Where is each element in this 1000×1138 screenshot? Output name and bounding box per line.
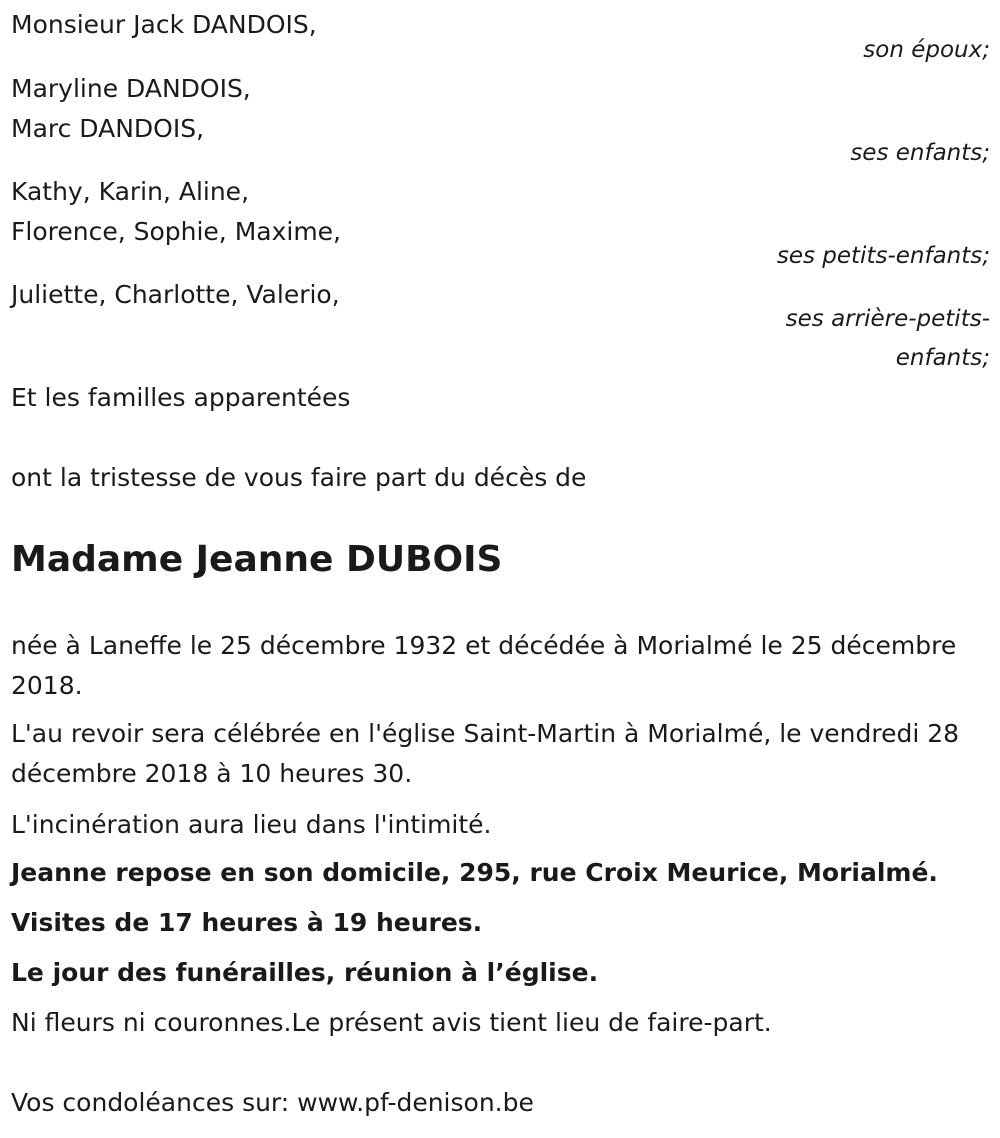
- visits-text: Visites de 17 heures à 19 heures.: [11, 908, 483, 937]
- flowers-text: Ni fleurs ni couronnes.Le présent avis tient lieu de faire-part.: [11, 1008, 772, 1037]
- related-families: Et les familles apparentées: [11, 383, 351, 412]
- deceased-name: Madame Jeanne DUBOIS: [11, 539, 503, 580]
- grandchildren-names: Florence, Sophie, Maxime,: [11, 217, 342, 246]
- condolences-text: Vos condoléances sur: www.pf-denison.be: [11, 1088, 534, 1117]
- spouse-role: son époux;: [863, 37, 990, 63]
- children-role: ses enfants;: [850, 140, 990, 166]
- ceremony-text: L'au revoir sera célébrée en l'église Saint-Martin à Morialmé, le vendredi 28 décembre 2018 à 10 heures 30.: [11, 719, 960, 788]
- birth-death-text: née à Laneffe le 25 décembre 1932 et décédée à Morialmé le 25 décembre 2018.: [11, 631, 957, 700]
- child-name: Maryline DANDOIS,: [11, 74, 251, 103]
- rest-place-text: Jeanne repose en son domicile, 295, rue Croix Meurice, Morialmé.: [11, 858, 938, 887]
- child-name: Marc DANDOIS,: [11, 114, 205, 143]
- funeral-meeting-text: Le jour des funérailles, réunion à l’église.: [11, 958, 599, 987]
- great-grandchildren-names: Juliette, Charlotte, Valerio,: [11, 280, 340, 309]
- great-grandchildren-role: ses arrière-petits-: [785, 306, 990, 332]
- grandchildren-names: Kathy, Karin, Aline,: [11, 177, 250, 206]
- announcement: ont la tristesse de vous faire part du décès de: [11, 463, 587, 492]
- grandchildren-role: ses petits-enfants;: [776, 243, 990, 269]
- spouse-name: Monsieur Jack DANDOIS,: [11, 10, 317, 39]
- cremation-text: L'incinération aura lieu dans l'intimité.: [11, 810, 492, 839]
- great-grandchildren-role: enfants;: [895, 345, 990, 371]
